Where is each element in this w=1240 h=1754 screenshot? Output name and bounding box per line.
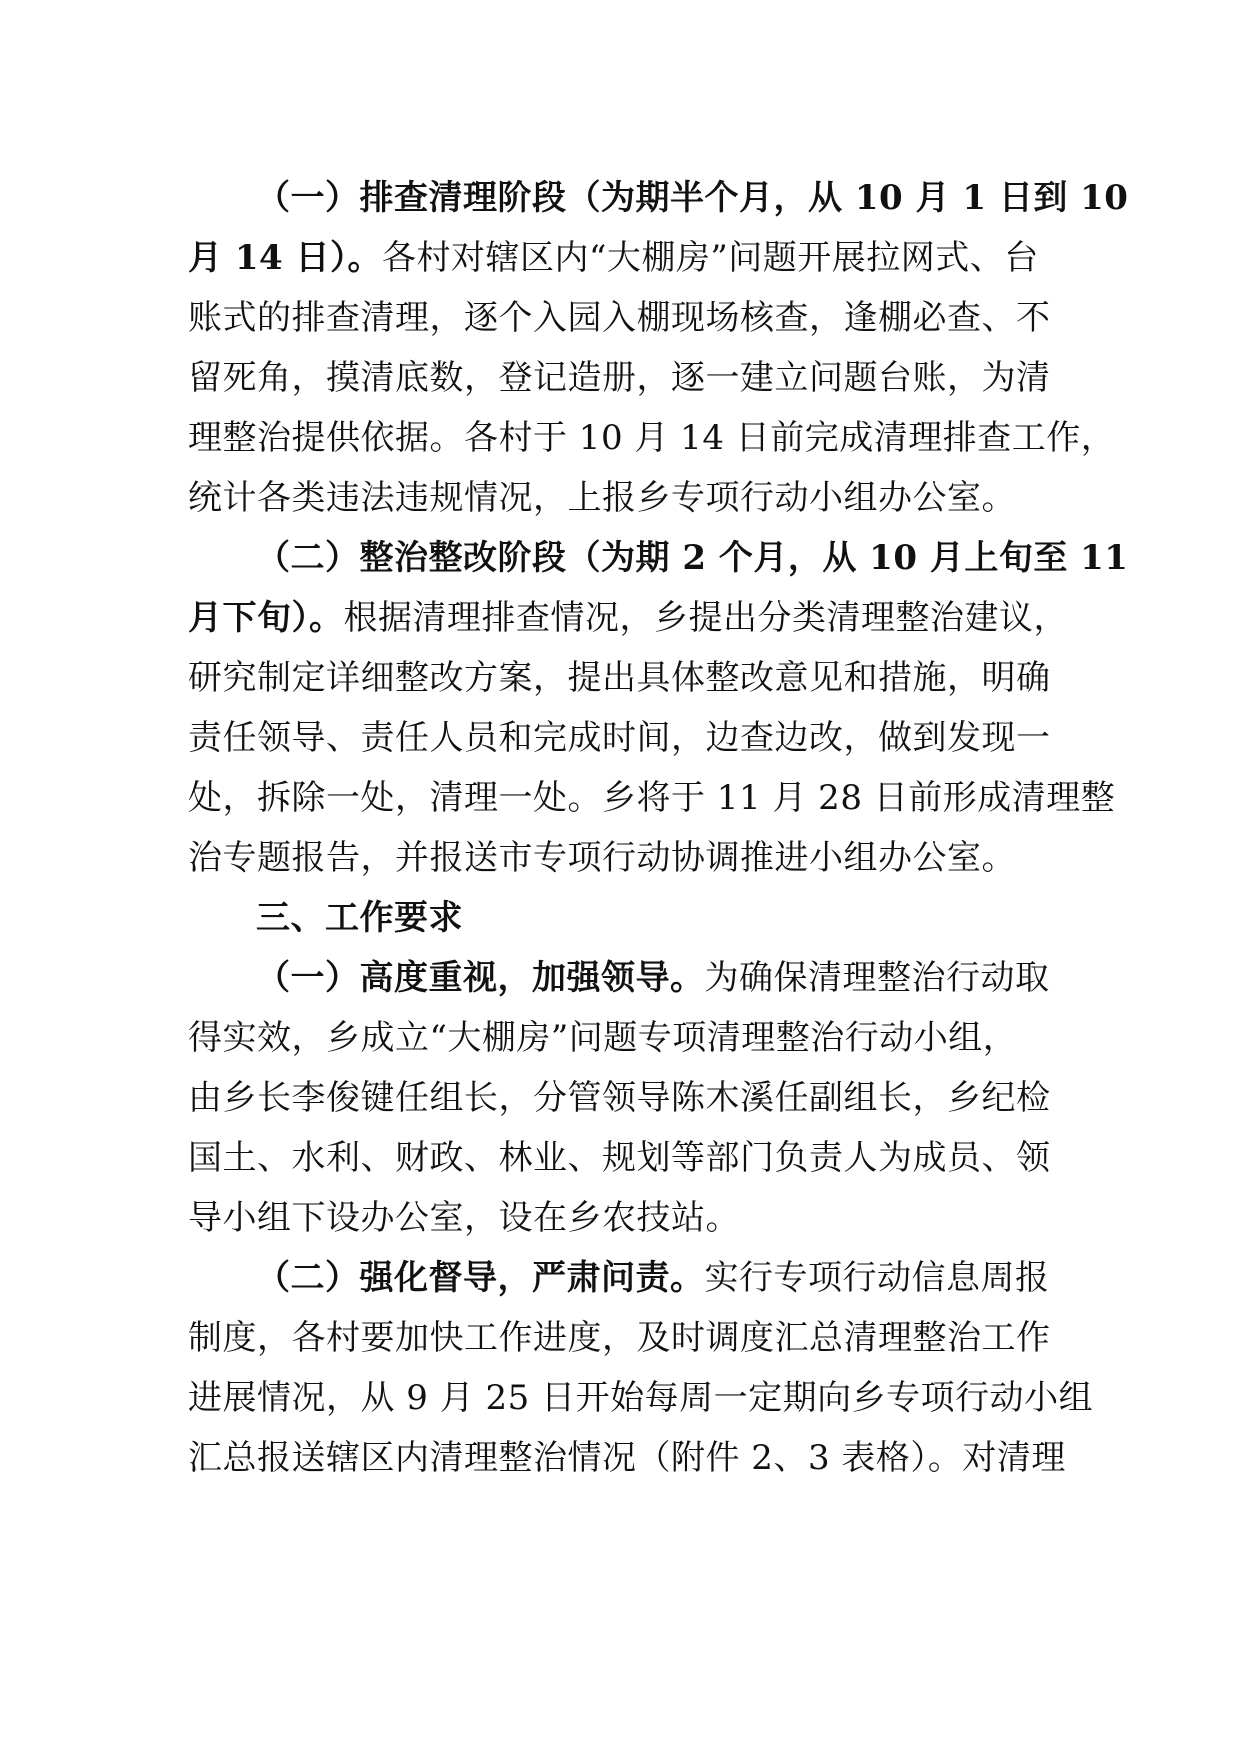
- paragraph-text: 为确保清理整治行动取: [704, 958, 1050, 998]
- paragraph-text: 研究制定详细整改方案，提出具体整改意见和措施，明确: [188, 658, 1051, 698]
- paragraph-text: 进展情况，从 9 月 25 日开始每周一定期向乡专项行动小组: [188, 1378, 1094, 1418]
- paragraph-line: [188, 1308, 1051, 1368]
- paragraph-line: [188, 768, 1115, 828]
- paragraph-text: 得实效，乡成立“大棚房”问题专项清理整治行动小组，: [188, 1018, 1018, 1058]
- paragraph-line: [188, 1008, 1017, 1068]
- paragraph-line: [188, 1188, 740, 1248]
- paragraph-text: 统计各类违法违规情况，上报乡专项行动小组办公室。: [188, 478, 1016, 518]
- section-title: 三、工作要求: [256, 898, 463, 938]
- paragraph-text: 各村对辖区内“大棚房”问题开展拉网式、台: [382, 238, 1039, 278]
- paragraph-line: [188, 828, 1016, 888]
- paragraph-line: [188, 348, 1051, 408]
- paragraph-line: [188, 228, 1039, 288]
- paragraph-line: [188, 1248, 1050, 1308]
- paragraph-line: [188, 408, 1115, 468]
- paragraph-line: [188, 708, 1051, 768]
- paragraph-text: 国土、水利、财政、林业、规划等部门负责人为成员、领: [188, 1138, 1051, 1178]
- paragraph-line: [188, 948, 1050, 1008]
- paragraph-text: 导小组下设办公室，设在乡农技站。: [188, 1198, 740, 1238]
- section-heading: （二）整治整改阶段（为期 2 个月，从 10 月上旬至 11: [256, 538, 1129, 578]
- section-title-line: [188, 888, 463, 948]
- paragraph-text: 制度，各村要加快工作进度，及时调度汇总清理整治工作: [188, 1318, 1051, 1358]
- paragraph-text: 由乡长李俊键任组长，分管领导陈木溪任副组长，乡纪检: [188, 1078, 1051, 1118]
- section-heading: （二）强化督导，严肃问责。: [256, 1258, 705, 1298]
- paragraph-text: 理整治提供依据。各村于 10 月 14 日前完成清理排查工作，: [188, 418, 1116, 458]
- paragraph-line: [188, 168, 1128, 228]
- paragraph-text: 汇总报送辖区内清理整治情况（附件 2、3 表格）。对清理: [188, 1438, 1066, 1478]
- paragraph-line: [188, 1068, 1051, 1128]
- section-heading: （一）高度重视，加强领导。: [256, 958, 705, 998]
- paragraph-line: [188, 588, 1068, 648]
- paragraph-text: 实行专项行动信息周报: [704, 1258, 1050, 1298]
- paragraph-text: 责任领导、责任人员和完成时间，边查边改，做到发现一: [188, 718, 1051, 758]
- section-heading: 月下旬）。: [188, 598, 344, 638]
- paragraph-text: 处，拆除一处，清理一处。乡将于 11 月 28 日前形成清理整: [188, 778, 1116, 818]
- paragraph-line: [188, 1368, 1093, 1428]
- paragraph-text: 治专题报告，并报送市专项行动协调推进小组办公室。: [188, 838, 1016, 878]
- section-heading: 月 14 日）。: [188, 238, 382, 278]
- paragraph-line: [188, 288, 1051, 348]
- paragraph-line: [188, 1428, 1066, 1488]
- paragraph-text: 留死角，摸清底数，登记造册，逐一建立问题台账，为清: [188, 358, 1051, 398]
- paragraph-line: [188, 468, 1016, 528]
- paragraph-text: 根据清理排查情况，乡提出分类清理整治建议，: [343, 598, 1068, 638]
- paragraph-line: [188, 528, 1128, 588]
- paragraph-line: [188, 648, 1051, 708]
- paragraph-line: [188, 1128, 1051, 1188]
- paragraph-text: 账式的排查清理，逐个入园入棚现场核查，逢棚必查、不: [188, 298, 1051, 338]
- section-heading: （一）排查清理阶段（为期半个月，从 10 月 1 日到 10: [256, 178, 1129, 218]
